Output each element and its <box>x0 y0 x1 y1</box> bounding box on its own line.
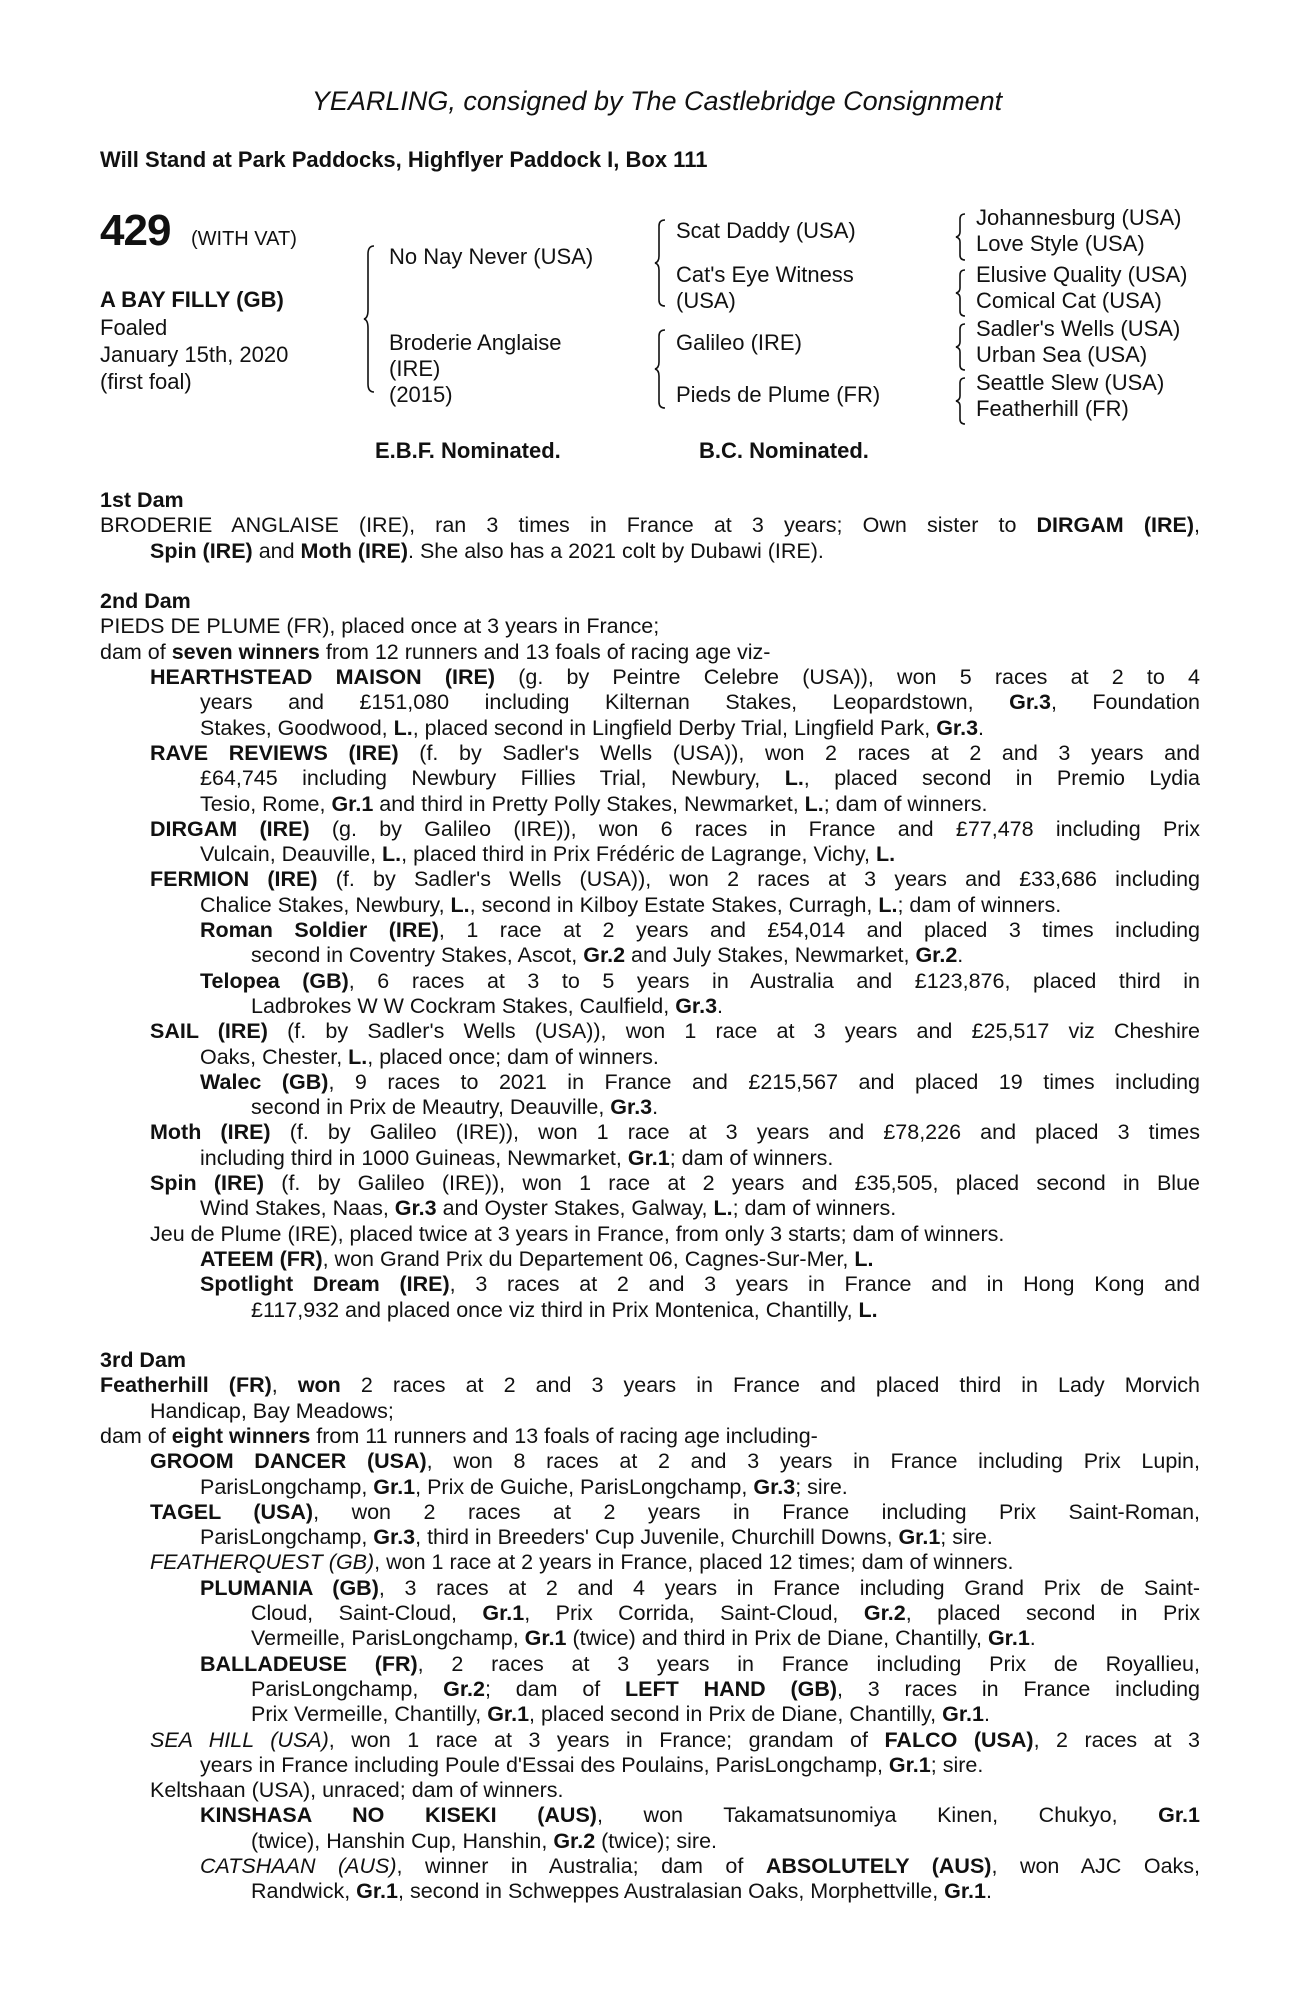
highlighted-name: L. <box>876 842 896 867</box>
highlighted-name: Gr.3 <box>394 1196 437 1221</box>
entry-line <box>200 1045 1200 1070</box>
entry-line <box>200 1576 1200 1601</box>
entry-text: , third in Breeders' Cup Juvenile, Churchill Downs, <box>415 1525 899 1550</box>
entry-text: , won Grand Prix du Departement 06, Cagnes-Sur-Mer, <box>322 1246 855 1271</box>
family-entry <box>100 1120 1200 1171</box>
highlighted-name: Moth (IRE) <box>300 538 409 563</box>
gen3-ancestor: Johannesburg (USA) <box>976 205 1182 230</box>
highlighted-name: Spotlight Dream (IRE) <box>200 1272 450 1297</box>
gen3-ancestor: Seattle Slew (USA) <box>976 370 1165 395</box>
entry-text: second in Coventry Stakes, Ascot, <box>251 943 584 968</box>
entry-line <box>150 1171 1200 1196</box>
highlighted-name: GROOM DANCER (USA) <box>150 1449 427 1474</box>
entry-line <box>200 1652 1200 1677</box>
highlighted-name: HEARTHSTEAD MAISON (IRE) <box>150 665 495 690</box>
sire: No Nay Never (USA) <box>389 244 594 269</box>
entry-text: , won 1 race at 2 years in France, placed 12 times; dam of winners. <box>374 1550 1014 1575</box>
entry-text: ; dam of winners. <box>669 1145 834 1170</box>
family-entry <box>100 1424 1200 1449</box>
entry-text: . <box>985 1879 992 1904</box>
entry-text: , Prix Corrida, Saint-Cloud, <box>524 1601 864 1626</box>
entry-line <box>150 1222 1200 1247</box>
entry-line <box>200 1525 1200 1550</box>
family-entry <box>100 1373 1200 1424</box>
highlighted-name: Featherhill (FR) <box>100 1373 272 1398</box>
entry-line <box>200 690 1200 715</box>
entry-line <box>251 943 1200 968</box>
entry-line <box>251 1829 1200 1854</box>
pedigree-brace-icon <box>956 376 966 426</box>
entry-text: ; sire. <box>930 1752 984 1777</box>
entry-text: (twice) and third in Prix de Diane, Chantilly, <box>566 1626 988 1651</box>
entry-text: ; sire. <box>940 1525 993 1550</box>
dam-section <box>100 589 1200 1323</box>
highlighted-name: DIRGAM (IRE) <box>150 816 310 841</box>
entry-text: Handicap, Bay Meadows; <box>150 1398 394 1423</box>
entry-line <box>100 513 1200 538</box>
section-heading: 3rd Dam <box>100 1348 187 1373</box>
entry-text: (twice); sire. <box>595 1828 718 1853</box>
entry-line <box>150 1778 1200 1803</box>
entry-line <box>200 766 1200 791</box>
entry-text: (g. by Galileo (IRE)), won 6 races in France and £77,478 including Prix <box>309 816 1200 841</box>
dam-line-3: (2015) <box>389 382 453 407</box>
family-entry <box>100 614 1200 639</box>
highlighted-name: won <box>297 1373 341 1398</box>
entry-text: Keltshaan (USA), unraced; dam of winners. <box>150 1778 564 1803</box>
entry-line <box>200 1196 1200 1221</box>
pedigree-brace-icon <box>655 218 667 308</box>
entry-text: . <box>957 943 964 968</box>
entry-line <box>251 1298 1200 1323</box>
entry-text: , won 1 race at 3 years in France; grandam of <box>328 1727 885 1752</box>
entry-text: (f. by Galileo (IRE)), won 1 race at 3 years and £78,226 and placed 3 times <box>270 1120 1200 1145</box>
entry-text: , <box>1194 513 1200 538</box>
entry-text: £64,745 including Newbury Fillies Trial, Newbury, <box>200 766 785 791</box>
highlighted-name: Gr.1 <box>356 1879 398 1904</box>
dam-section <box>100 488 1200 564</box>
horse-description: A BAY FILLY (GB) <box>100 287 284 312</box>
entry-text: (f. by Sadler's Wells (USA)), won 2 races at 3 years and £33,686 including <box>317 867 1200 892</box>
stand-location: Will Stand at Park Paddocks, Highflyer Paddock I, Box 111 <box>100 147 708 172</box>
highlighted-name: L. <box>393 715 413 740</box>
highlighted-name: BALLADEUSE (FR) <box>200 1651 418 1676</box>
entry-text: Ladbrokes W W Cockram Stakes, Caulfield, <box>251 993 676 1018</box>
dam-dam: Pieds de Plume (FR) <box>676 382 881 407</box>
entry-line <box>251 994 1200 1019</box>
entry-line <box>150 1550 1200 1575</box>
entry-line <box>150 1500 1200 1525</box>
entry-line <box>150 1399 1200 1424</box>
foal-note: (first foal) <box>100 369 192 394</box>
highlighted-name: Gr.2 <box>553 1828 596 1853</box>
highlighted-name: seven winners <box>171 639 320 664</box>
entry-text: , won AJC Oaks, <box>991 1854 1200 1879</box>
entry-line <box>251 1626 1200 1651</box>
entry-text: ; sire. <box>795 1474 848 1499</box>
entry-text: and <box>252 538 301 563</box>
entry-line <box>100 614 1200 639</box>
entry-text: ParisLongchamp, <box>200 1474 374 1499</box>
dam-section <box>100 1348 1200 1905</box>
entry-text: , Prix de Guiche, ParisLongchamp, <box>415 1474 754 1499</box>
highlighted-name: Gr.2 <box>443 1676 485 1701</box>
family-entry <box>100 1449 1200 1500</box>
entry-text: (twice), Hanshin Cup, Hanshin, <box>251 1828 554 1853</box>
family-entry <box>100 1728 1200 1779</box>
lot-number: 429 <box>100 206 171 255</box>
entry-text: from 11 runners and 13 foals of racing age including- <box>310 1423 818 1448</box>
entry-line <box>200 1753 1200 1778</box>
dam-lines-body <box>100 488 1200 1930</box>
family-entry <box>100 1778 1200 1803</box>
foaled-date: January 15th, 2020 <box>100 342 289 367</box>
entry-text: ; dam of <box>484 1676 626 1701</box>
entry-text: , winner in Australia; dam of <box>396 1854 766 1879</box>
italic-name: FEATHERQUEST (GB) <box>150 1550 375 1575</box>
entry-text: . <box>717 993 724 1018</box>
entry-line <box>251 1601 1200 1626</box>
highlighted-name: Gr.1 <box>627 1145 670 1170</box>
entry-line <box>200 716 1200 741</box>
entry-text: , 9 races to 2021 in France and £215,567 and placed 19 times including <box>328 1069 1200 1094</box>
dam-line-1: Broderie Anglaise <box>389 330 562 355</box>
entry-text: Stakes, Goodwood, <box>200 715 394 740</box>
entry-line <box>200 1803 1200 1828</box>
entry-text: and July Stakes, Newmarket, <box>625 943 916 968</box>
highlighted-name: Gr.1 <box>987 1626 1030 1651</box>
entry-line <box>251 1095 1200 1120</box>
entry-text: years in France including Poule d'Essai des Poulains, ParisLongchamp, <box>200 1752 889 1777</box>
highlighted-name: Gr.2 <box>863 1601 906 1626</box>
highlighted-name: Gr.3 <box>610 1095 653 1120</box>
catalogue-title: YEARLING, consigned by The Castlebridge Consignment <box>311 86 1003 116</box>
gen3-ancestor: Comical Cat (USA) <box>976 288 1162 313</box>
highlighted-name: Gr.1 <box>487 1702 530 1727</box>
family-entry <box>100 867 1200 918</box>
entry-line <box>251 1702 1200 1727</box>
pedigree-brace-icon <box>364 244 376 394</box>
entry-text: , won 2 races at 2 years in France including Prix Saint-Roman, <box>313 1499 1200 1524</box>
entry-text: (f. by Galileo (IRE)), won 1 race at 2 years and £35,505, placed second in Blue <box>264 1171 1200 1196</box>
highlighted-name: LEFT HAND (GB) <box>625 1676 838 1701</box>
family-entry <box>100 969 1200 1020</box>
entry-text: and Oyster Stakes, Galway, <box>436 1196 714 1221</box>
foaled-label: Foaled <box>100 315 168 340</box>
highlighted-name: Moth (IRE) <box>150 1120 271 1145</box>
entry-line <box>200 1247 1200 1272</box>
family-entry <box>100 1222 1200 1247</box>
highlighted-name: Gr.1 <box>524 1626 567 1651</box>
dam-line-2: (IRE) <box>389 356 441 381</box>
entry-text: . She also has a 2021 colt by Dubawi (IRE). <box>408 538 824 563</box>
highlighted-name: L. <box>784 766 804 791</box>
entry-text: . <box>652 1095 659 1120</box>
highlighted-name: KINSHASA NO KISEKI (AUS) <box>200 1803 597 1828</box>
entry-text: . <box>983 1702 990 1727</box>
highlighted-name: Roman Soldier (IRE) <box>200 918 439 943</box>
entry-text: including third in 1000 Guineas, Newmarket, <box>200 1145 628 1170</box>
family-entry <box>100 1550 1200 1575</box>
highlighted-name: Gr.1 <box>331 791 374 816</box>
highlighted-name: DIRGAM (IRE) <box>1036 513 1195 538</box>
pedigree-brace-icon <box>956 212 966 262</box>
highlighted-name: ABSOLUTELY (AUS) <box>765 1854 992 1879</box>
entry-text: , won 8 races at 2 and 3 years in France including Prix Lupin, <box>426 1449 1200 1474</box>
entry-text: , placed third in Prix Frédéric de Lagrange, Vichy, <box>401 842 876 867</box>
entry-text: dam of <box>100 639 172 664</box>
highlighted-name: L. <box>804 791 824 816</box>
entry-line <box>150 539 1200 564</box>
entry-text: 2 races at 2 and 3 years in France and placed third in Lady Morvich <box>340 1373 1201 1398</box>
highlighted-name: L. <box>878 892 898 917</box>
vat-label: (WITH VAT) <box>191 228 297 250</box>
entry-text: , 3 races in France including <box>837 1676 1200 1701</box>
family-entry <box>100 1247 1200 1272</box>
highlighted-name: ATEEM (FR) <box>200 1246 323 1271</box>
family-entry <box>100 640 1200 665</box>
entry-line <box>150 1120 1200 1145</box>
entry-text: ParisLongchamp, <box>251 1676 444 1701</box>
entry-text: Prix Vermeille, Chantilly, <box>251 1702 488 1727</box>
family-entry <box>100 1803 1200 1854</box>
family-entry <box>100 1272 1200 1323</box>
entry-text: Jeu de Plume (IRE), placed twice at 3 years in France, from only 3 starts; dam of winners. <box>150 1221 1005 1246</box>
highlighted-name: Telopea (GB) <box>200 968 349 993</box>
pedigree-brace-icon <box>956 268 966 318</box>
entry-line <box>150 1019 1200 1044</box>
entry-text: (f. by Sadler's Wells (USA)), won 1 race at 3 years and £25,517 viz Cheshire <box>267 1019 1200 1044</box>
italic-name: SEA HILL (USA) <box>150 1727 329 1752</box>
family-entry <box>100 918 1200 969</box>
entry-text: BRODERIE ANGLAISE (IRE), ran 3 times in France at 3 years; Own sister to <box>100 513 1037 538</box>
highlighted-name: Gr.3 <box>1009 690 1051 715</box>
family-entry <box>100 513 1200 564</box>
entry-text: from 12 runners and 13 foals of racing age viz- <box>319 639 771 664</box>
entry-line <box>100 640 1200 665</box>
entry-text: years and £151,080 including Kilternan Stakes, Leopardstown, <box>200 690 1010 715</box>
entry-line <box>200 792 1200 817</box>
italic-name: CATSHAAN (AUS) <box>200 1854 397 1879</box>
highlighted-name: Gr.1 <box>888 1752 931 1777</box>
entry-text: Vulcain, Deauville, <box>200 842 383 867</box>
sire-dam-line-2: (USA) <box>676 288 736 313</box>
entry-text: (g. by Peintre Celebre (USA)), won 5 races at 2 to 4 <box>495 665 1200 690</box>
entry-text: ; dam of winners. <box>732 1196 897 1221</box>
family-entry <box>100 1500 1200 1551</box>
highlighted-name: RAVE REVIEWS (IRE) <box>150 740 399 765</box>
entry-text: ParisLongchamp, <box>200 1525 374 1550</box>
family-entry <box>100 1070 1200 1121</box>
entry-text: Oaks, Chester, <box>200 1044 349 1069</box>
entry-line <box>251 1677 1200 1702</box>
entry-text: , second in Kilboy Estate Stakes, Curragh, <box>469 892 879 917</box>
entry-text: , 1 race at 2 years and £54,014 and placed 3 times including <box>438 918 1200 943</box>
entry-text: PIEDS DE PLUME (FR), placed once at 3 years in France; <box>100 614 660 639</box>
entry-text: Wind Stakes, Naas, <box>200 1196 395 1221</box>
highlighted-name: L. <box>858 1297 878 1322</box>
entry-text: £117,932 and placed once viz third in Prix Montenica, Chantilly, <box>251 1297 859 1322</box>
highlighted-name: L. <box>713 1196 733 1221</box>
highlighted-name: Gr.1 <box>898 1525 941 1550</box>
entry-text: (f. by Sadler's Wells (USA)), won 2 races at 2 and 3 years and <box>398 740 1201 765</box>
entry-line <box>100 1424 1200 1449</box>
gen3-ancestor: Urban Sea (USA) <box>976 342 1148 367</box>
entry-line <box>150 741 1200 766</box>
family-entry <box>100 665 1200 741</box>
entry-text: dam of <box>100 1423 172 1448</box>
entry-text: . <box>978 715 985 740</box>
highlighted-name: Spin (IRE) <box>150 538 253 563</box>
entry-text: , 2 races at 3 years in France including Prix de Royallieu, <box>417 1651 1200 1676</box>
gen3-ancestor: Featherhill (FR) <box>976 396 1129 421</box>
ebf-nomination: E.B.F. Nominated. <box>375 438 561 463</box>
section-heading: 1st Dam <box>100 488 184 512</box>
bc-nomination: B.C. Nominated. <box>699 438 869 463</box>
entry-line <box>200 893 1200 918</box>
entry-text: Vermeille, ParisLongchamp, <box>251 1626 525 1651</box>
entry-text: , 2 races at 3 <box>1033 1727 1200 1752</box>
entry-text: Cloud, Saint-Cloud, <box>251 1601 483 1626</box>
entry-text: , placed second in Prix de Diane, Chantilly, <box>529 1702 943 1727</box>
entry-line <box>200 1146 1200 1171</box>
family-entry <box>100 1576 1200 1652</box>
family-entry <box>100 817 1200 868</box>
highlighted-name: Gr.3 <box>753 1474 796 1499</box>
family-entry <box>100 1171 1200 1222</box>
entry-text: ; dam of winners. <box>823 791 988 816</box>
entry-line <box>200 842 1200 867</box>
highlighted-name: Gr.2 <box>583 943 626 968</box>
entry-text: . <box>1029 1626 1036 1651</box>
entry-line <box>150 867 1200 892</box>
entry-line <box>200 1475 1200 1500</box>
entry-line <box>100 1373 1200 1398</box>
pedigree-brace-icon <box>655 328 667 410</box>
entry-text: , Foundation <box>1050 690 1200 715</box>
entry-line <box>200 1272 1200 1297</box>
entry-text: second in Prix de Meautry, Deauville, <box>251 1095 611 1120</box>
highlighted-name: Gr.1 <box>944 1879 986 1904</box>
entry-text: , placed second in Lingfield Derby Trial, Lingfield Park, <box>412 715 937 740</box>
highlighted-name: FALCO (USA) <box>884 1727 1034 1752</box>
entry-line <box>200 918 1200 943</box>
highlighted-name: L. <box>854 1246 874 1271</box>
entry-text: , 6 races at 3 to 5 years in Australia and £123,876, placed third in <box>348 968 1200 993</box>
sire-dam-line-1: Cat's Eye Witness <box>676 262 854 287</box>
family-entry <box>100 1019 1200 1070</box>
family-entry <box>100 741 1200 817</box>
entry-line <box>200 1854 1200 1879</box>
gen3-ancestor: Sadler's Wells (USA) <box>976 316 1181 341</box>
entry-text: , placed once; dam of winners. <box>367 1044 659 1069</box>
entry-text: , 3 races at 2 and 3 years in France and in Hong Kong and <box>449 1272 1200 1297</box>
entry-text: , placed second in Premio Lydia <box>803 766 1200 791</box>
entry-text: , second in Schweppes Australasian Oaks, Morphettville, <box>398 1879 945 1904</box>
highlighted-name: L. <box>382 842 402 867</box>
entry-line <box>200 969 1200 994</box>
highlighted-name: L. <box>348 1044 368 1069</box>
entry-text: , 3 races at 2 and 4 years in France including Grand Prix de Saint- <box>378 1575 1200 1600</box>
entry-line <box>150 665 1200 690</box>
highlighted-name: L. <box>450 892 470 917</box>
entry-text: Randwick, <box>251 1879 357 1904</box>
gen3-ancestor: Elusive Quality (USA) <box>976 262 1188 287</box>
highlighted-name: Gr.3 <box>373 1525 416 1550</box>
family-entry <box>100 1854 1200 1905</box>
highlighted-name: Gr.2 <box>915 943 958 968</box>
family-entry <box>100 1652 1200 1728</box>
entry-line <box>150 1728 1200 1753</box>
highlighted-name: Gr.1 <box>373 1474 416 1499</box>
gen3-ancestor: Love Style (USA) <box>976 231 1145 256</box>
highlighted-name: SAIL (IRE) <box>150 1019 268 1044</box>
entry-text: Tesio, Rome, <box>200 791 332 816</box>
highlighted-name: TAGEL (USA) <box>150 1499 314 1524</box>
entry-line <box>251 1879 1200 1904</box>
highlighted-name: PLUMANIA (GB) <box>200 1575 379 1600</box>
section-heading: 2nd Dam <box>100 589 191 614</box>
highlighted-name: Walec (GB) <box>200 1069 329 1094</box>
highlighted-name: Gr.1 <box>942 1702 984 1727</box>
entry-line <box>200 1070 1200 1095</box>
highlighted-name: Gr.3 <box>675 993 718 1018</box>
highlighted-name: Gr.3 <box>936 715 979 740</box>
highlighted-name: FERMION (IRE) <box>150 867 318 892</box>
pedigree-brace-icon <box>956 322 966 372</box>
highlighted-name: Spin (IRE) <box>150 1171 265 1196</box>
highlighted-name: Gr.1 <box>482 1601 525 1626</box>
entry-text: , <box>271 1373 298 1398</box>
entry-text: ; dam of winners. <box>897 892 1062 917</box>
entry-line <box>150 1449 1200 1474</box>
entry-text: and third in Pretty Polly Stakes, Newmarket, <box>373 791 805 816</box>
entry-line <box>150 817 1200 842</box>
entry-text: Chalice Stakes, Newbury, <box>200 892 451 917</box>
dam-sire: Galileo (IRE) <box>676 330 802 355</box>
highlighted-name: eight winners <box>171 1423 311 1448</box>
sire-sire: Scat Daddy (USA) <box>676 218 856 243</box>
highlighted-name: Gr.1 <box>1158 1803 1200 1828</box>
entry-text: , won Takamatsunomiya Kinen, Chukyo, <box>596 1803 1159 1828</box>
entry-text: , placed second in Prix <box>905 1601 1200 1626</box>
